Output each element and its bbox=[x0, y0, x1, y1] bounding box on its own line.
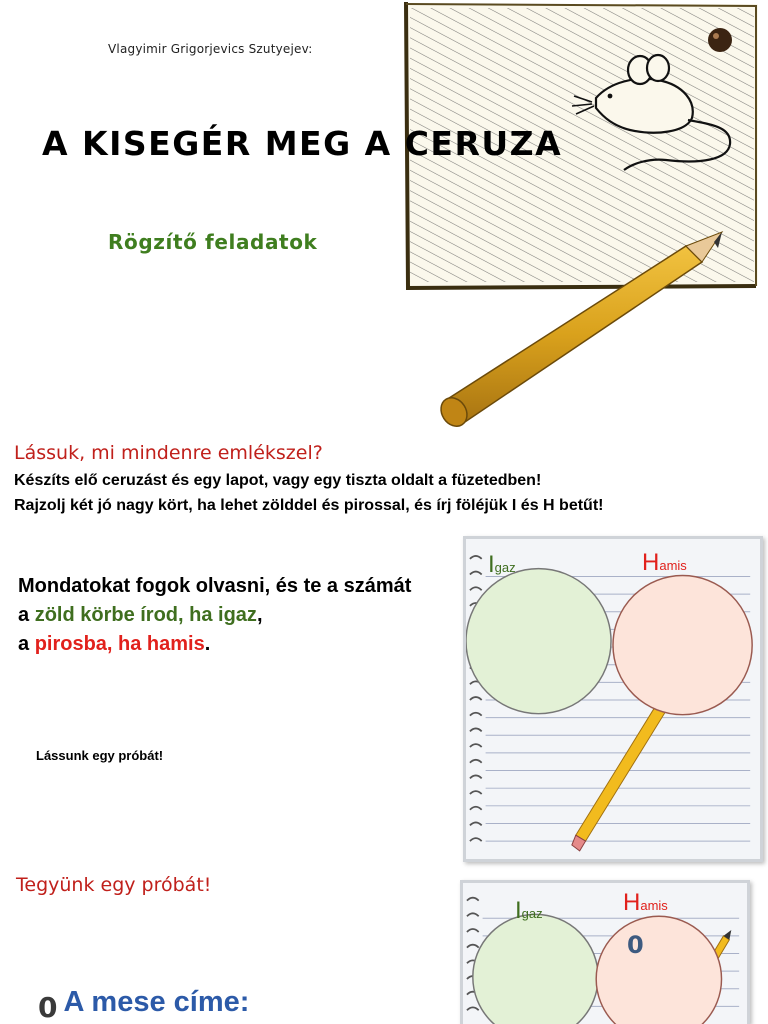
sentence-number: 0 bbox=[38, 991, 58, 1024]
section-heading-remember: Lássuk, mi mindenre emlékszel? bbox=[14, 442, 323, 464]
rules-text bbox=[18, 572, 411, 659]
rules-true-text: zöld körbe írod, ha igaz bbox=[34, 604, 257, 626]
rules-line-2 bbox=[18, 601, 411, 630]
page-subtitle: Rögzítő feladatok bbox=[108, 230, 318, 254]
rules-false-text: pirosba, ha hamis bbox=[34, 633, 205, 655]
true-circle bbox=[466, 569, 611, 714]
number-in-false-circle: 0 bbox=[627, 931, 644, 959]
notebook-lines-2 bbox=[463, 883, 747, 1024]
hamis-label-2: Hamis bbox=[623, 889, 668, 916]
true-circle-2 bbox=[473, 914, 598, 1024]
mouse-pencil-illustration bbox=[396, 0, 768, 440]
rules-line-3 bbox=[18, 630, 411, 659]
igaz-label-2: Igaz bbox=[515, 897, 543, 924]
notebook-lines-1 bbox=[466, 539, 760, 859]
false-circle bbox=[613, 576, 752, 715]
hamis-label-1: Hamis bbox=[642, 549, 687, 576]
instruction-line-2: Rajzolj két jó nagy kört, ha lehet zölddel és pirossal, és írj föléjük I és H betűt! bbox=[14, 497, 604, 514]
igaz-label-1: Igaz bbox=[488, 551, 516, 578]
author-line: Vlagyimir Grigorjevics Szutyejev: bbox=[108, 42, 313, 56]
rules-line-2-suffix: , bbox=[256, 604, 263, 626]
rules-line-1: Mondatokat fogok olvasni, és te a számát bbox=[18, 575, 412, 597]
rules-line-2-prefix: a bbox=[18, 604, 35, 626]
story-title-label: A mese címe: bbox=[63, 986, 250, 1018]
section-heading-try: Tegyünk egy próbát! bbox=[16, 874, 212, 896]
instruction-line-1: Készíts elő ceruzást és egy lapot, vagy egy tiszta oldalt a füzetedben! bbox=[14, 472, 542, 489]
false-circle-2 bbox=[596, 916, 721, 1024]
try-prompt: Lássunk egy próbát! bbox=[36, 748, 164, 763]
page-title: A KISEGÉR MEG A CERUZA bbox=[42, 124, 563, 163]
story-title-line bbox=[38, 985, 250, 1024]
rules-line-3-prefix: a bbox=[18, 633, 35, 655]
rules-line-3-suffix: . bbox=[204, 633, 211, 655]
notebook-image-1 bbox=[463, 536, 763, 862]
notebook-image-2 bbox=[460, 880, 750, 1024]
